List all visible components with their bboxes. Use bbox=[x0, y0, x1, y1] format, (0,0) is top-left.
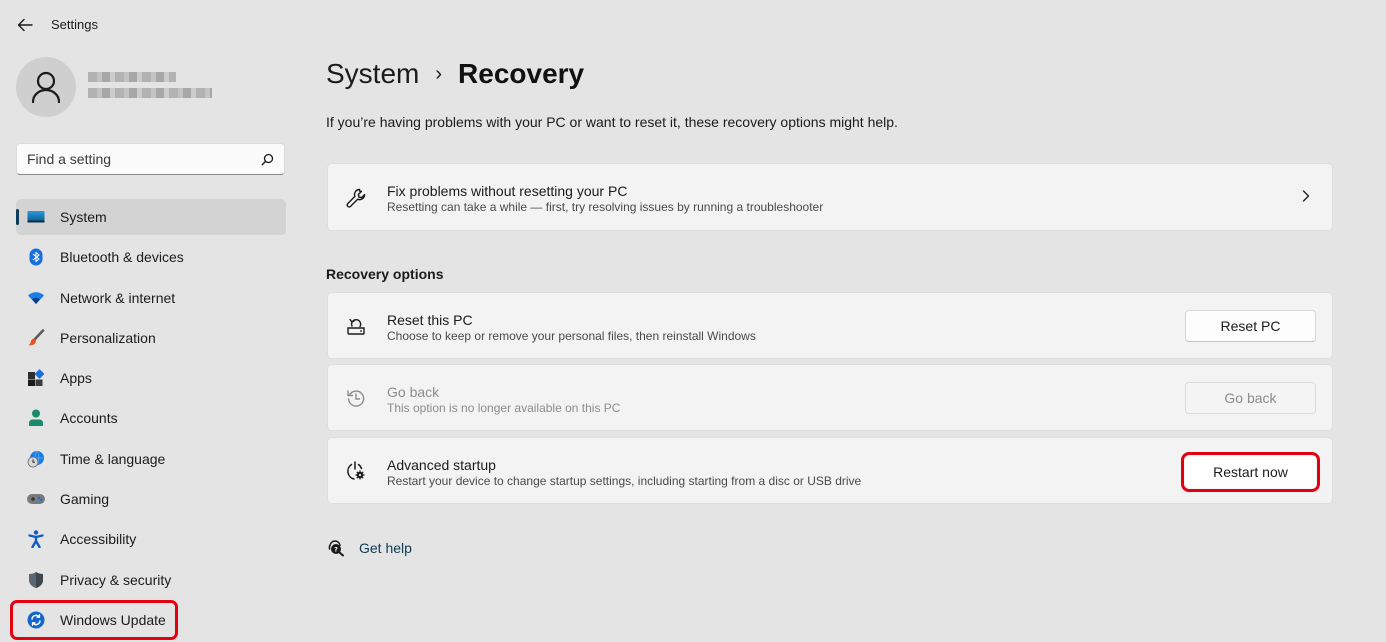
sidebar-item-label: Apps bbox=[60, 370, 92, 387]
sidebar-item-system[interactable] bbox=[16, 199, 286, 235]
breadcrumb bbox=[326, 58, 584, 90]
profile-name-redacted bbox=[88, 72, 176, 82]
app-title: Settings bbox=[51, 17, 98, 32]
history-icon bbox=[344, 386, 368, 410]
wifi-icon bbox=[26, 288, 46, 308]
search-input[interactable] bbox=[27, 151, 260, 167]
go-back-button: Go back bbox=[1185, 382, 1316, 414]
fix-problems-text bbox=[387, 183, 823, 215]
sidebar-item-label: Windows Update bbox=[60, 611, 166, 628]
sidebar-item-label: System bbox=[60, 209, 107, 225]
sync-icon bbox=[26, 610, 46, 630]
card-title: Advanced startup bbox=[387, 457, 496, 473]
sidebar-item-label: Personalization bbox=[60, 329, 156, 346]
arrow-left-icon bbox=[17, 18, 33, 32]
sidebar-item-label: Network & internet bbox=[60, 289, 176, 306]
card-description: This option is no longer available on this PC bbox=[387, 401, 621, 415]
card-description: Restart your device to change startup settings, including starting from a disc or USB drive bbox=[387, 474, 862, 488]
profile-email-redacted bbox=[88, 88, 212, 98]
sidebar-item-windows-update[interactable] bbox=[12, 602, 176, 638]
bluetooth-icon bbox=[26, 247, 46, 267]
chevron-right-icon[interactable] bbox=[1300, 188, 1312, 204]
reset-pc-text bbox=[387, 312, 756, 344]
go-back-card bbox=[327, 364, 1333, 431]
globe-clock-icon bbox=[26, 449, 46, 469]
card-title: Fix problems without resetting your PC bbox=[387, 183, 628, 199]
page-description: If you’re having problems with your PC or want to reset it, these recovery options might help. bbox=[326, 114, 898, 130]
card-title: Go back bbox=[387, 384, 440, 400]
page-title: Recovery bbox=[458, 58, 585, 89]
card-title: Reset this PC bbox=[387, 312, 473, 328]
sidebar-item-label: Bluetooth & devices bbox=[60, 249, 184, 266]
sidebar-item-bluetooth-devices[interactable] bbox=[16, 239, 286, 275]
restart-now-button[interactable]: Restart now bbox=[1185, 456, 1316, 488]
get-help-label: Get help bbox=[359, 540, 412, 556]
svg-text:?: ? bbox=[334, 545, 338, 554]
wrench-icon bbox=[344, 186, 368, 210]
sidebar-item-label: Accessibility bbox=[60, 531, 137, 548]
avatar[interactable] bbox=[16, 57, 76, 117]
sidebar-nav bbox=[16, 199, 286, 642]
sidebar-item-label: Accounts bbox=[60, 410, 118, 427]
help-chat-icon bbox=[326, 538, 346, 558]
title-bar bbox=[0, 0, 300, 48]
shield-icon bbox=[26, 570, 46, 590]
sidebar-item-time-language[interactable] bbox=[16, 441, 286, 477]
fix-problems-card[interactable] bbox=[327, 163, 1333, 231]
system-display-icon bbox=[26, 207, 46, 227]
apps-icon bbox=[26, 368, 46, 388]
sidebar-item-accounts[interactable] bbox=[16, 400, 286, 436]
advanced-startup-card bbox=[327, 437, 1333, 504]
card-description: Resetting can take a while — first, try resolving issues by running a troubleshooter bbox=[387, 200, 824, 214]
breadcrumb-separator: › bbox=[435, 62, 443, 85]
search-icon[interactable] bbox=[260, 152, 274, 166]
profile-info-redacted bbox=[88, 72, 212, 104]
sidebar-item-privacy-security[interactable] bbox=[16, 562, 286, 598]
sidebar-item-label: Time & language bbox=[60, 450, 166, 467]
sidebar-item-apps[interactable] bbox=[16, 360, 286, 396]
sidebar-item-gaming[interactable] bbox=[16, 481, 286, 517]
advanced-startup-text bbox=[387, 457, 861, 489]
breadcrumb-parent-system[interactable]: System bbox=[326, 58, 420, 89]
sidebar-item-personalization[interactable] bbox=[16, 320, 286, 356]
reset-pc-card bbox=[327, 292, 1333, 359]
sidebar-item-accessibility[interactable] bbox=[16, 521, 286, 557]
account-icon bbox=[26, 408, 46, 428]
reset-pc-button[interactable]: Reset PC bbox=[1185, 310, 1316, 342]
gamepad-icon bbox=[26, 489, 46, 509]
accessibility-icon bbox=[26, 529, 46, 549]
back-button[interactable] bbox=[14, 14, 36, 36]
paintbrush-icon bbox=[26, 328, 46, 348]
get-help-link[interactable] bbox=[326, 538, 412, 558]
sidebar-item-label: Gaming bbox=[60, 491, 110, 508]
person-icon bbox=[31, 71, 61, 103]
search-box[interactable] bbox=[16, 143, 285, 175]
card-description: Choose to keep or remove your personal files, then reinstall Windows bbox=[387, 329, 756, 343]
reset-pc-icon bbox=[344, 314, 368, 338]
recovery-options-heading: Recovery options bbox=[326, 266, 444, 282]
go-back-text bbox=[387, 384, 620, 416]
sidebar-item-label: Privacy & security bbox=[60, 571, 172, 588]
advanced-startup-icon bbox=[344, 459, 368, 483]
sidebar-item-network-internet[interactable] bbox=[16, 280, 286, 316]
